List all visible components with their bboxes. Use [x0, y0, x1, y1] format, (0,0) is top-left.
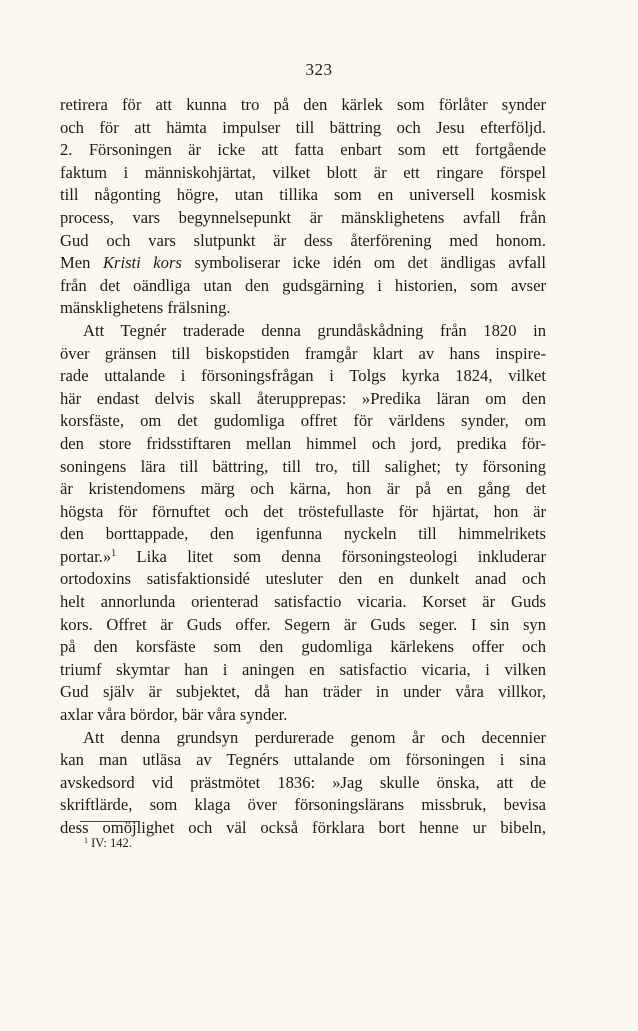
footnote-reference: 1	[111, 547, 117, 559]
footnote-divider	[80, 821, 140, 822]
page-number: 323	[305, 60, 333, 79]
text-line: till någonting högre, utan tillika som en universell kosmisk	[60, 185, 546, 205]
text-line: triumf skymtar han i aningen en satisfactio vicaria, i vilken	[60, 659, 546, 679]
text-line: retirera för att kunna tro på den kärlek som förlåter synder	[60, 95, 546, 114]
text-line: dess omöjlighet och väl också förklara bort henne ur bibeln,	[60, 818, 546, 837]
text-fragment: Lika litet som denna försoningsteologi inkluderar	[116, 546, 546, 566]
text-line: 2. Försoningen är icke att fatta enbart som ett fortgående	[60, 140, 546, 160]
text-line: över gränsen till biskopstiden framgår klart av hans inspire-	[60, 343, 546, 363]
footnote-text: IV: 142.	[91, 836, 132, 850]
text-line: process, vars begynnelsepunkt är mänsklighetens avfall från	[60, 207, 546, 227]
text-line: Gud och vars slutpunkt är dess återförening med honom.	[60, 230, 546, 250]
italic-phrase: Kristi kors	[102, 253, 182, 273]
text-line: faktum i människohjärtat, vilket blott är ett ringare förspel	[60, 162, 546, 182]
text-line: skriftlärde, som klaga över försoningslärans missbruk, bevisa	[60, 795, 546, 815]
text-line: rade uttalande i försoningsfrågan i Tolgs kyrka 1824, vilket	[60, 366, 546, 386]
text-fragment: portar.»	[60, 546, 112, 566]
body-text	[60, 94, 546, 840]
paragraph-start-line: Att Tegnér traderade denna grundåskådning från 1820 in	[83, 320, 546, 340]
text-line: korsfäste, om det gudomliga offret för världens synder, om	[60, 411, 546, 431]
text-line: avskedsord vid prästmötet 1836: »Jag skulle önska, att de	[60, 772, 546, 792]
text-line: här endast delvis skall återupprepas: »Predika läran om den	[60, 388, 546, 408]
text-line: den store fridsstiftaren mellan himmel och jord, predika för-	[60, 433, 546, 453]
text-line: på den korsfäste som den gudomliga kärlekens offer och	[60, 637, 546, 657]
text-line-with-footnote-ref	[60, 546, 546, 569]
text-fragment: symboliserar icke idén om det ändligas avfall	[181, 253, 546, 273]
text-fragment: Men	[60, 253, 103, 273]
text-line: Gud själv är subjektet, då han träder in under våra villkor,	[60, 682, 546, 702]
text-line-with-italic	[60, 252, 546, 275]
text-line: axlar våra bördor, bär våra synder.	[60, 705, 288, 725]
text-line: kan man utläsa av Tegnérs uttalande om försoningen i sina	[60, 750, 546, 770]
text-line: är kristendomens märg och kärna, hon är på en gång det	[60, 479, 546, 499]
text-line: helt annorlunda orienterad satisfactio vicaria. Korset är Guds	[60, 592, 546, 612]
text-line: ortodoxins satisfaktionsidé utesluter den en dunkelt anad och	[60, 569, 546, 589]
text-line: och för att hämta impulser till bättring och Jesu efterföljd.	[60, 117, 546, 137]
footnote	[84, 836, 132, 851]
text-line: kors. Offret är Guds offer. Segern är Guds seger. I sin syn	[60, 614, 546, 634]
text-line: från det oändliga utan den gudsgärning i historien, som avser	[60, 275, 546, 295]
text-line: högsta för förnuftet och det tröstefullaste för hjärtat, hon är	[60, 501, 546, 521]
footnote-marker: 1	[84, 836, 88, 845]
text-line: soningens lära till bättring, till tro, till salighet; ty försoning	[60, 456, 546, 476]
text-line: mänsklighetens frälsning.	[60, 298, 231, 318]
paragraph-start-line: Att denna grundsyn perdurerade genom år och decennier	[83, 727, 546, 747]
text-line: den borttappade, den igenfunna nyckeln till himmelrikets	[60, 524, 546, 544]
